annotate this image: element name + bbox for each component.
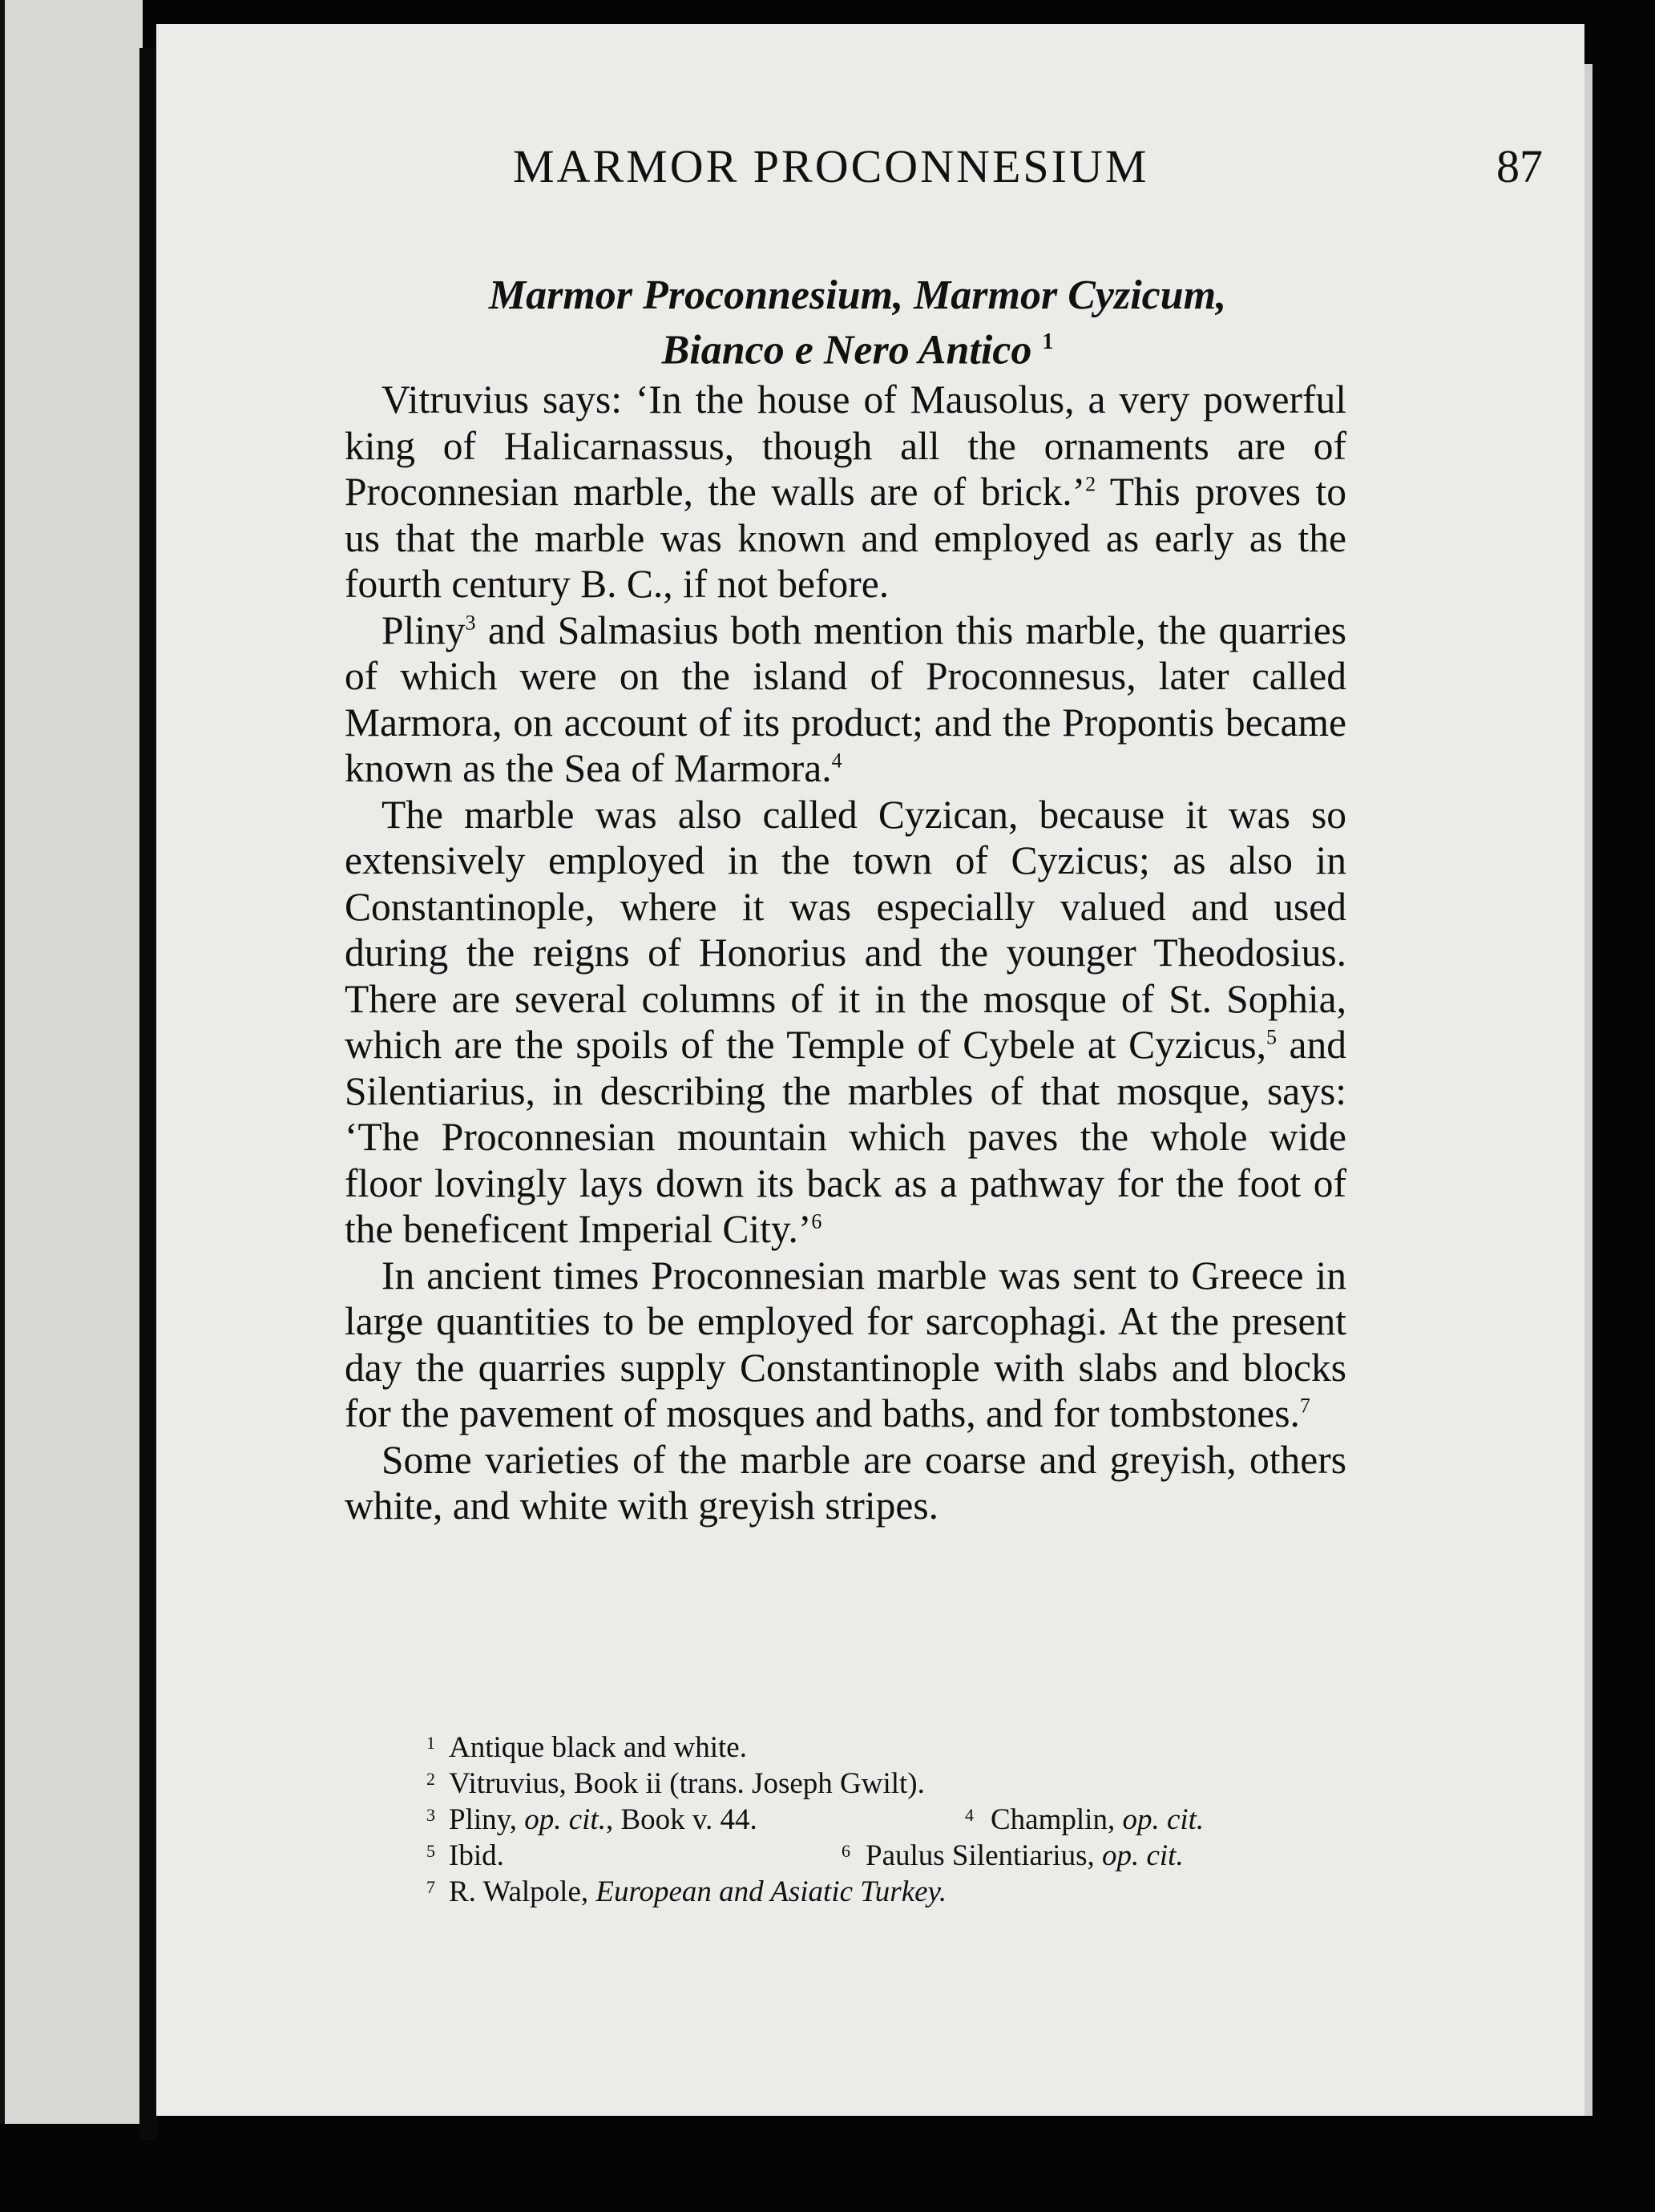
body-text	[345, 377, 1346, 1529]
p4-text: In ancient times Proconnesian marble was sent to Greece in large quantities to be employed for sarcophagi. At the present day the quarries supply Constantinople with slabs and blocks for the pavement of mosques and baths, and for tombstones.	[345, 1253, 1346, 1435]
footnote-text: Ibid.	[449, 1839, 504, 1872]
footnote-3-4	[426, 1802, 1330, 1838]
p1-text-a: Vitruvius says: ‘In the house of Mausolus, a very powerful king of Halicarnassus, though all the ornaments are of Proconnesian marble, the walls are of brick.’	[345, 377, 1346, 514]
footnote-number: 1	[426, 1733, 435, 1753]
paragraph-3	[345, 792, 1346, 1253]
facing-page-rule	[0, 0, 5, 2124]
paragraph-2	[345, 607, 1346, 792]
footnote-author: Pliny,	[449, 1803, 525, 1836]
footnote-author: R. Walpole,	[449, 1875, 596, 1908]
heading-line-2	[337, 319, 1378, 373]
paragraph-4	[345, 1253, 1346, 1437]
footnote-op-cit: op. cit.	[1101, 1839, 1184, 1872]
p1-note-ref: 2	[1085, 472, 1096, 496]
p4-note-ref: 7	[1299, 1394, 1310, 1418]
footnote-work-title: European and Asiatic Turkey.	[595, 1875, 947, 1908]
running-title: MARMOR PROCONNESIUM	[513, 140, 1149, 192]
p2-text-a: Pliny	[381, 607, 466, 652]
footnote-text	[991, 1802, 1204, 1838]
section-heading	[337, 272, 1378, 373]
heading-line-1: Marmor Proconnesium, Marmor Cyzicum,	[488, 272, 1227, 318]
p2-note-ref-2: 4	[831, 749, 842, 773]
p3-text-b: and Silentiarius, in describing the marbles of that mosque, says: ‘The Proconnesian mountain which paves the whole wide floor lovingly lays down its back as a pathway for the foot of the beneficent Imperial City.’	[345, 1023, 1346, 1251]
footnote-5-6	[426, 1838, 1330, 1874]
footnote-number: 7	[426, 1877, 435, 1897]
p1-text-b: This proves to us that the marble was known and employed as early as the fourth century B. C., if not before.	[345, 470, 1346, 606]
footnote-number: 4	[965, 1805, 974, 1825]
running-header	[353, 139, 1543, 220]
footnote-op-cit: op. cit.	[1122, 1803, 1205, 1836]
p3-note-ref-2: 6	[811, 1209, 822, 1233]
footnote-number: 3	[426, 1805, 435, 1825]
footnote-author: Paulus Silentiarius,	[866, 1839, 1102, 1872]
paragraph-1	[345, 377, 1346, 607]
p3-text-a: The marble was also called Cyzican, because it was so extensively employed in the town of Cyzicus; as also in Constantinople, where it was especially valued and used during the reigns of Honorius and the younger Theodosius. There are several columns of it in the mosque of St. Sophia, which are the spoils of the Temple of Cybele at Cyzicus,	[345, 792, 1346, 1067]
footnote-text	[866, 1838, 1184, 1874]
p5-text: Some varieties of the marble are coarse and greyish, others white, and white with greyish stripes.	[345, 1437, 1346, 1528]
book-gutter	[139, 48, 157, 2140]
footnote-number: 2	[426, 1769, 435, 1789]
footnote-text	[449, 1874, 947, 1910]
footnote-author: Champlin,	[991, 1803, 1123, 1836]
footnote-text: Vitruvius, Book ii (trans. Joseph Gwilt).	[449, 1767, 925, 1800]
paragraph-5	[345, 1437, 1346, 1529]
page-edge-right	[1584, 64, 1592, 2116]
footnote-text	[449, 1802, 757, 1838]
footnote-2	[426, 1766, 1330, 1802]
page-number: 87	[1496, 140, 1543, 192]
footnote-7	[426, 1874, 1330, 1910]
p3-note-ref-1: 5	[1266, 1025, 1277, 1049]
footnote-number: 5	[426, 1841, 435, 1861]
footnote-text: Antique black and white.	[449, 1731, 747, 1764]
footnotes	[426, 1730, 1330, 1910]
facing-page-edge	[0, 0, 143, 2124]
footnote-number: 6	[842, 1841, 850, 1861]
p2-note-ref-1: 3	[465, 611, 476, 634]
footnote-op-cit: op. cit.	[524, 1803, 606, 1836]
heading-note-ref: 1	[1042, 329, 1054, 354]
footnote-1	[426, 1730, 1330, 1766]
footnote-ref: , Book v. 44.	[605, 1803, 757, 1836]
p2-text-b: and Salmasius both mention this marble, the quarries of which were on the island of Proconnesus, later called Marmora, on account of its product; and the Propontis became known as the Sea of Marmora.	[345, 607, 1346, 790]
heading-line-2-text: Bianco e Nero Antico	[661, 327, 1032, 373]
